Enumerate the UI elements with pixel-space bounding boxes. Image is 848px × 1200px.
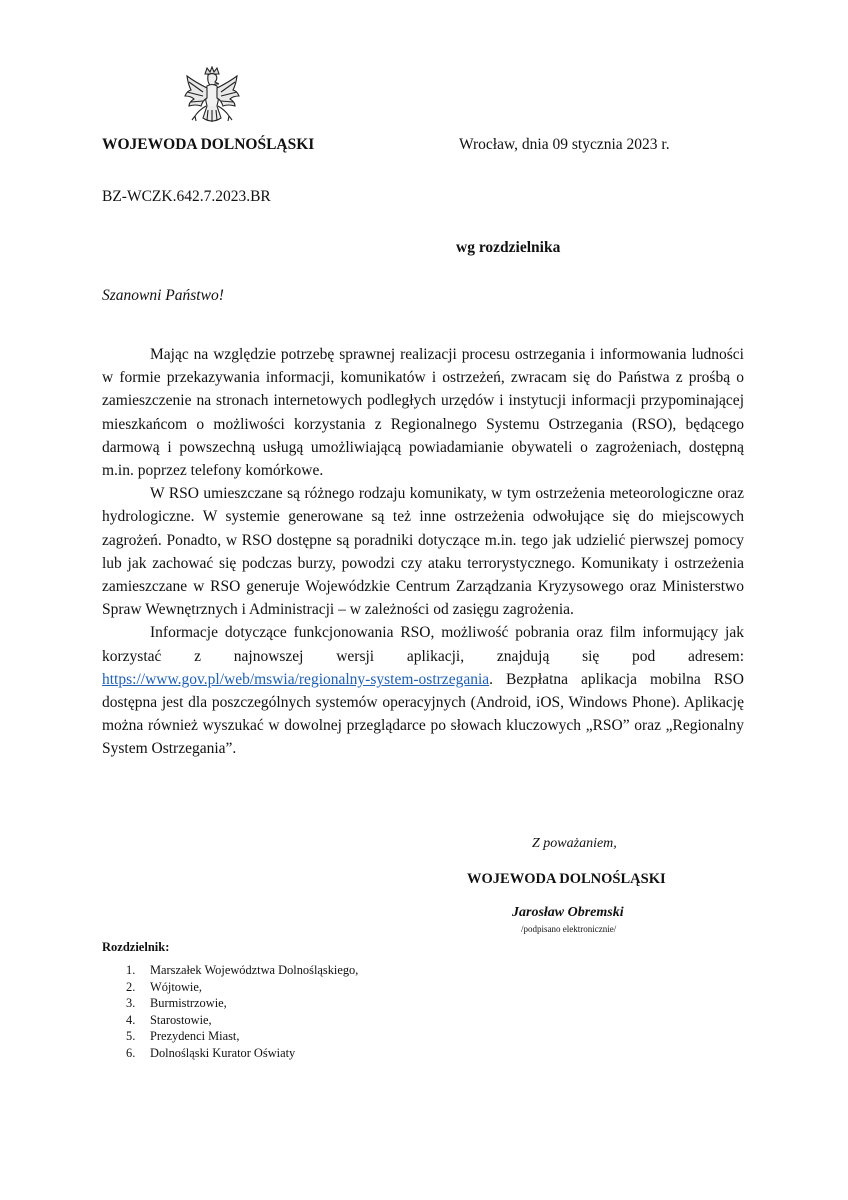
rso-website-link[interactable]: https://www.gov.pl/web/mswia/regionalny-system-ostrzegania (102, 670, 490, 688)
issuer-title: WOJEWODA DOLNOŚLĄSKI (102, 136, 315, 153)
place-date: Wrocław, dnia 09 stycznia 2023 r. (459, 136, 670, 153)
list-item: 2. Wójtowie, (126, 979, 202, 994)
reference-number: BZ-WCZK.642.7.2023.BR (102, 188, 271, 205)
distribution-label: Rozdzielnik: (102, 940, 170, 954)
list-item: 5. Prezydenci Miast, (126, 1029, 240, 1044)
signed-electronically-note: /podpisano elektronicznie/ (521, 924, 617, 934)
letter-body (102, 343, 744, 761)
signatory-name: Jarosław Obremski (512, 905, 624, 920)
paragraph-3-text-before: Informacje dotyczące funkcjonowania RSO, możliwość pobrania oraz film informujący jak korzystać z najnowszej wersji aplikacji, znajdują się pod adresem: (102, 624, 744, 665)
closing-regards: Z poważaniem, (532, 836, 617, 851)
polish-eagle-emblem-icon (183, 66, 241, 132)
paragraph-3-text-after: . Bezpłatna aplikacja mobilna RSO dostępna jest dla poszczególnych systemów operacyjnych (Android, iOS, Windows Phone). Aplikację można również wyszukać w dowolnej przeglądarce po słowach kluczowych „RSO” oraz „Regionalny System Ostrzegania”. (102, 670, 744, 758)
list-item: 6. Dolnośląski Kurator Oświaty (126, 1045, 296, 1060)
paragraph-1: Mając na względzie potrzebę sprawnej realizacji procesu ostrzegania i informowania ludności w formie przekazywania informacji, komunikatów i ostrzeżeń, zwracam się do Państwa z prośbą o zamieszczenie na stronach internetowych podległych urzędów i instytucji informacji przypominającej mieszkańcom o możliwości korzystania z Regionalnego Systemu Ostrzegania (RSO), będącego darmową i powszechną usługą umożliwiającą powiadamianie obywateli o zagrożeniach, dostępną m.in. poprzez telefony komórkowe. (102, 346, 744, 480)
closing-title: WOJEWODA DOLNOŚLĄSKI (467, 871, 666, 887)
list-item: 3. Burmistrzowie, (126, 996, 227, 1011)
paragraph-3 (102, 621, 744, 760)
salutation: Szanowni Państwo! (102, 287, 224, 304)
list-item: 4. Starostowie, (126, 1012, 212, 1027)
distribution-list (102, 962, 358, 1062)
list-item: 1. Marszałek Województwa Dolnośląskiego, (126, 963, 359, 977)
recipient: wg rozdzielnika (456, 239, 561, 256)
paragraph-2: W RSO umieszczane są różnego rodzaju komunikaty, w tym ostrzeżenia meteorologiczne oraz hydrologiczne. W systemie generowane są też inne ostrzeżenia odwołujące się do miejscowych zagrożeń. Ponadto, w RSO dostępne są poradniki dotyczące m.in. tego jak udzielić pierwszej pomocy lub jak zachować się podczas burzy, powodzi czy ataku terrorystycznego. Komunikaty i ostrzeżenia zamieszczane w RSO generuje Wojewódzkie Centrum Zarządzania Kryzysowego oraz Ministerstwo Spraw Wewnętrznych i Administracji – w zależności od zasięgu zagrożenia. (102, 485, 744, 619)
